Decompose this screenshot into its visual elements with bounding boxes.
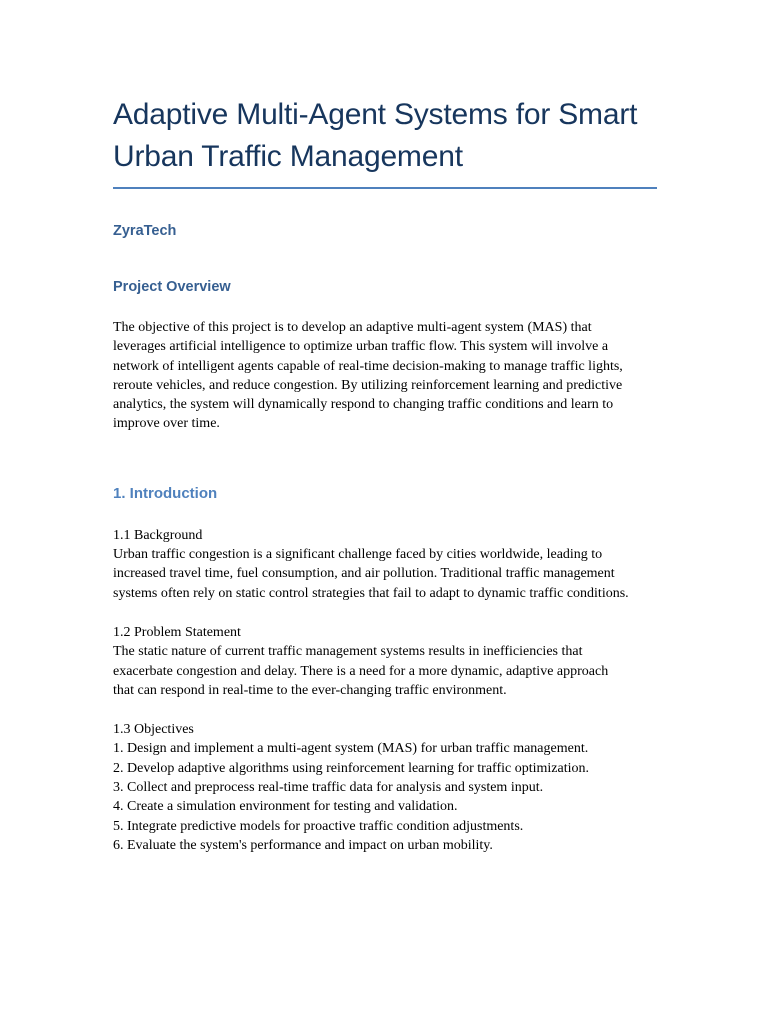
text-line: The objective of this project is to develop an adaptive multi-agent system (MAS) that [113, 320, 592, 335]
document-page [113, 94, 658, 855]
section-heading-introduction: 1. Introduction [113, 484, 218, 502]
title-line: Adaptive Multi-Agent Systems for Smart [113, 98, 638, 131]
text-line: that can respond in real-time to the ever-changing traffic environment. [113, 682, 507, 698]
text-line: increased travel time, fuel consumption, and air pollution. Traditional traffic management [113, 566, 615, 582]
text-line: reroute vehicles, and reduce congestion. By utilizing reinforcement learning and predictive [113, 377, 623, 393]
section-heading-project-overview: Project Overview [113, 279, 231, 295]
overview-paragraph [113, 318, 658, 434]
text-line: exacerbate congestion and delay. There is a need for a more dynamic, adaptive approach [113, 663, 609, 679]
objective-item: 5. Integrate predictive models for proactive traffic condition adjustments. [113, 818, 524, 834]
objective-item: 4. Create a simulation environment for testing and validation. [113, 799, 458, 815]
objective-item: 6. Evaluate the system's performance and impact on urban mobility. [113, 837, 493, 853]
text-line: Urban traffic congestion is a significant challenge faced by cities worldwide, leading to [113, 547, 603, 563]
objective-item: 1. Design and implement a multi-agent system (MAS) for urban traffic management. [113, 741, 589, 757]
subsection-heading: 1.2 Problem Statement [113, 624, 241, 640]
objective-item: 3. Collect and preprocess real-time traffic data for analysis and system input. [113, 780, 544, 796]
document-title [113, 94, 658, 187]
text-line: The static nature of current traffic management systems results in inefficiencies that [113, 644, 583, 660]
subsection-heading: 1.1 Background [113, 527, 203, 543]
text-line: improve over time. [113, 416, 220, 432]
text-line: network of intelligent agents capable of real-time decision-making to manage traffic lights, [113, 358, 623, 374]
title-underline-rule [113, 187, 657, 189]
title-line: Urban Traffic Management [113, 140, 463, 173]
text-line: analytics, the system will dynamically respond to changing traffic conditions and learn to [113, 397, 614, 413]
company-name: ZyraTech [113, 223, 177, 239]
text-line: systems often rely on static control strategies that fail to adapt to dynamic traffic conditions. [113, 585, 629, 601]
subsection-background [113, 526, 658, 603]
text-line: leverages artificial intelligence to optimize urban traffic flow. This system will involve a [113, 339, 609, 355]
subsection-objectives [113, 720, 658, 855]
subsection-problem-statement [113, 623, 658, 700]
subsection-heading: 1.3 Objectives [113, 722, 194, 738]
objective-item: 2. Develop adaptive algorithms using reinforcement learning for traffic optimization. [113, 760, 589, 776]
